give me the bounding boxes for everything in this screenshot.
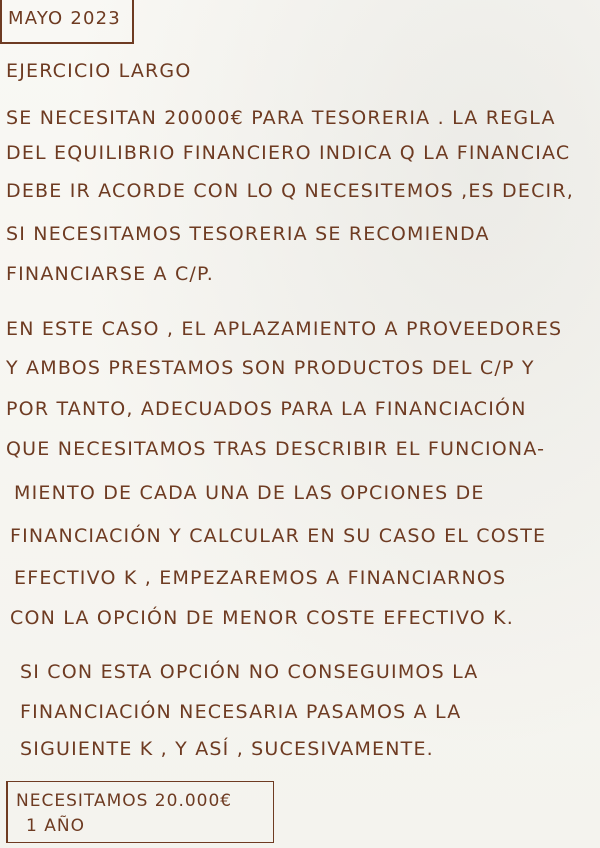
date-label: MAYO 2023 (8, 8, 121, 29)
paragraph-line: DEBE IR ACORDE CON LO Q NECESITEMOS ,ES DECIR, (6, 180, 574, 202)
paragraph-line: FINANCIARSE A C/P. (6, 263, 214, 285)
paragraph-line: POR TANTO, ADECUADOS PARA LA FINANCIACIÓN (6, 398, 527, 420)
paragraph-line: MIENTO DE CADA UNA DE LAS OPCIONES DE (14, 482, 485, 504)
note-line: NECESITAMOS 20.000€ (16, 791, 233, 811)
paragraph-line: Y AMBOS PRESTAMOS SON PRODUCTOS DEL C/P Y (6, 357, 535, 379)
paragraph-line: SI CON ESTA OPCIÓN NO CONSEGUIMOS LA (20, 661, 479, 683)
note-line: 1 AÑO (26, 816, 85, 836)
paragraph-line: EN ESTE CASO , EL APLAZAMIENTO A PROVEEDORES (6, 318, 563, 340)
paragraph-line: FINANCIACIÓN Y CALCULAR EN SU CASO EL COSTE (10, 525, 547, 547)
paragraph-line: SIGUIENTE K , Y ASÍ , SUCESIVAMENTE. (20, 738, 434, 760)
paragraph-line: CON LA OPCIÓN DE MENOR COSTE EFECTIVO K. (10, 607, 515, 629)
paragraph-line: SE NECESITAN 20000€ PARA TESORERIA . LA REGLA (6, 107, 556, 129)
paragraph-line: FINANCIACIÓN NECESARIA PASAMOS A LA (20, 701, 462, 723)
paragraph-line: SI NECESITAMOS TESORERIA SE RECOMIENDA (6, 223, 490, 245)
page-title: EJERCICIO LARGO (6, 60, 192, 82)
paragraph-line: EFECTIVO K , EMPEZAREMOS A FINANCIARNOS (14, 567, 507, 589)
paragraph-line: QUE NECESITAMOS TRAS DESCRIBIR EL FUNCIONA- (6, 438, 546, 460)
paragraph-line: DEL EQUILIBRIO FINANCIERO INDICA Q LA FINANCIAC (6, 142, 571, 164)
